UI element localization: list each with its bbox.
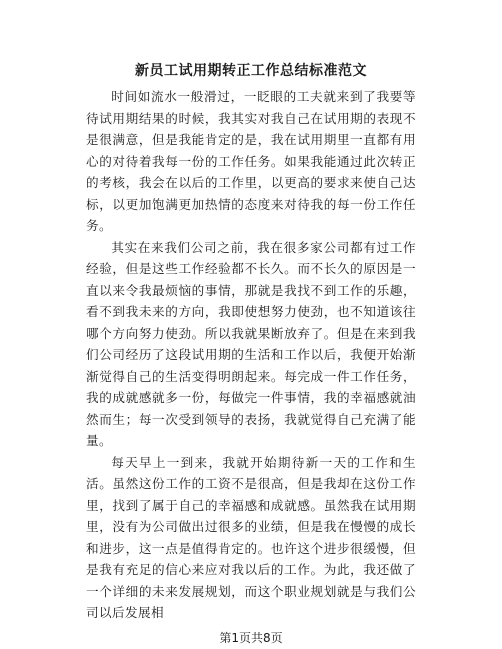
paragraph: 每天早上一到来，我就开始期待新一天的工作和生活。虽然这份工作的工资不是很高，但是我却在这份工作里，找到了属于自己的幸福感和成就感。虽然我在试用期里，没有为公司做出过很多的业绩，但是我在慢慢的成长和进步，这一点是值得肯定的。也许这个进步很缓慢，但是我有充足的信心来应对我以后的工作。为此，我还做了一个详细的未来发展规划，而这个职业规划就是与我们公司以后发展相: [86, 454, 416, 620]
paragraph: 其实在来我们公司之前，我在很多家公司都有过工作经验，但是这些工作经验都不长久。而不长久的原因是一直以来令我最烦恼的事情，那就是我找不到工作的乐趣，看不到我未来的方向，我即使想努力使劲，也不知道该往哪个方向努力使劲。所以我就果断放弃了。但是在来到我们公司经历了这段试用期的生活和工作以后，我便开始渐渐觉得自己的生活变得明朗起来。每完成一件工作任务，我的成就感就多一份，每做完一件事情，我的幸福感就油然而生；每一次受到领导的表扬，我就觉得自己充满了能量。: [86, 239, 416, 448]
page-number-footer: 第1页共8页: [219, 631, 283, 645]
paragraph: 时间如流水一般滑过，一眨眼的工夫就来到了我要等待试用期结果的时候，我其实对我自己在试用期的表现不是很满意，但是我能肯定的是，我在试用期里一直都有用心的对待着我每一份的工作任务。如果我能通过此次转正的考核，我会在以后的工作里，以更高的要求来使自己达标，以更加饱满更加热情的态度来对待我的每一份工作任务。: [86, 89, 416, 233]
document-body: [86, 86, 416, 624]
document-title: 新员工试用期转正工作总结标准范文: [135, 63, 367, 79]
